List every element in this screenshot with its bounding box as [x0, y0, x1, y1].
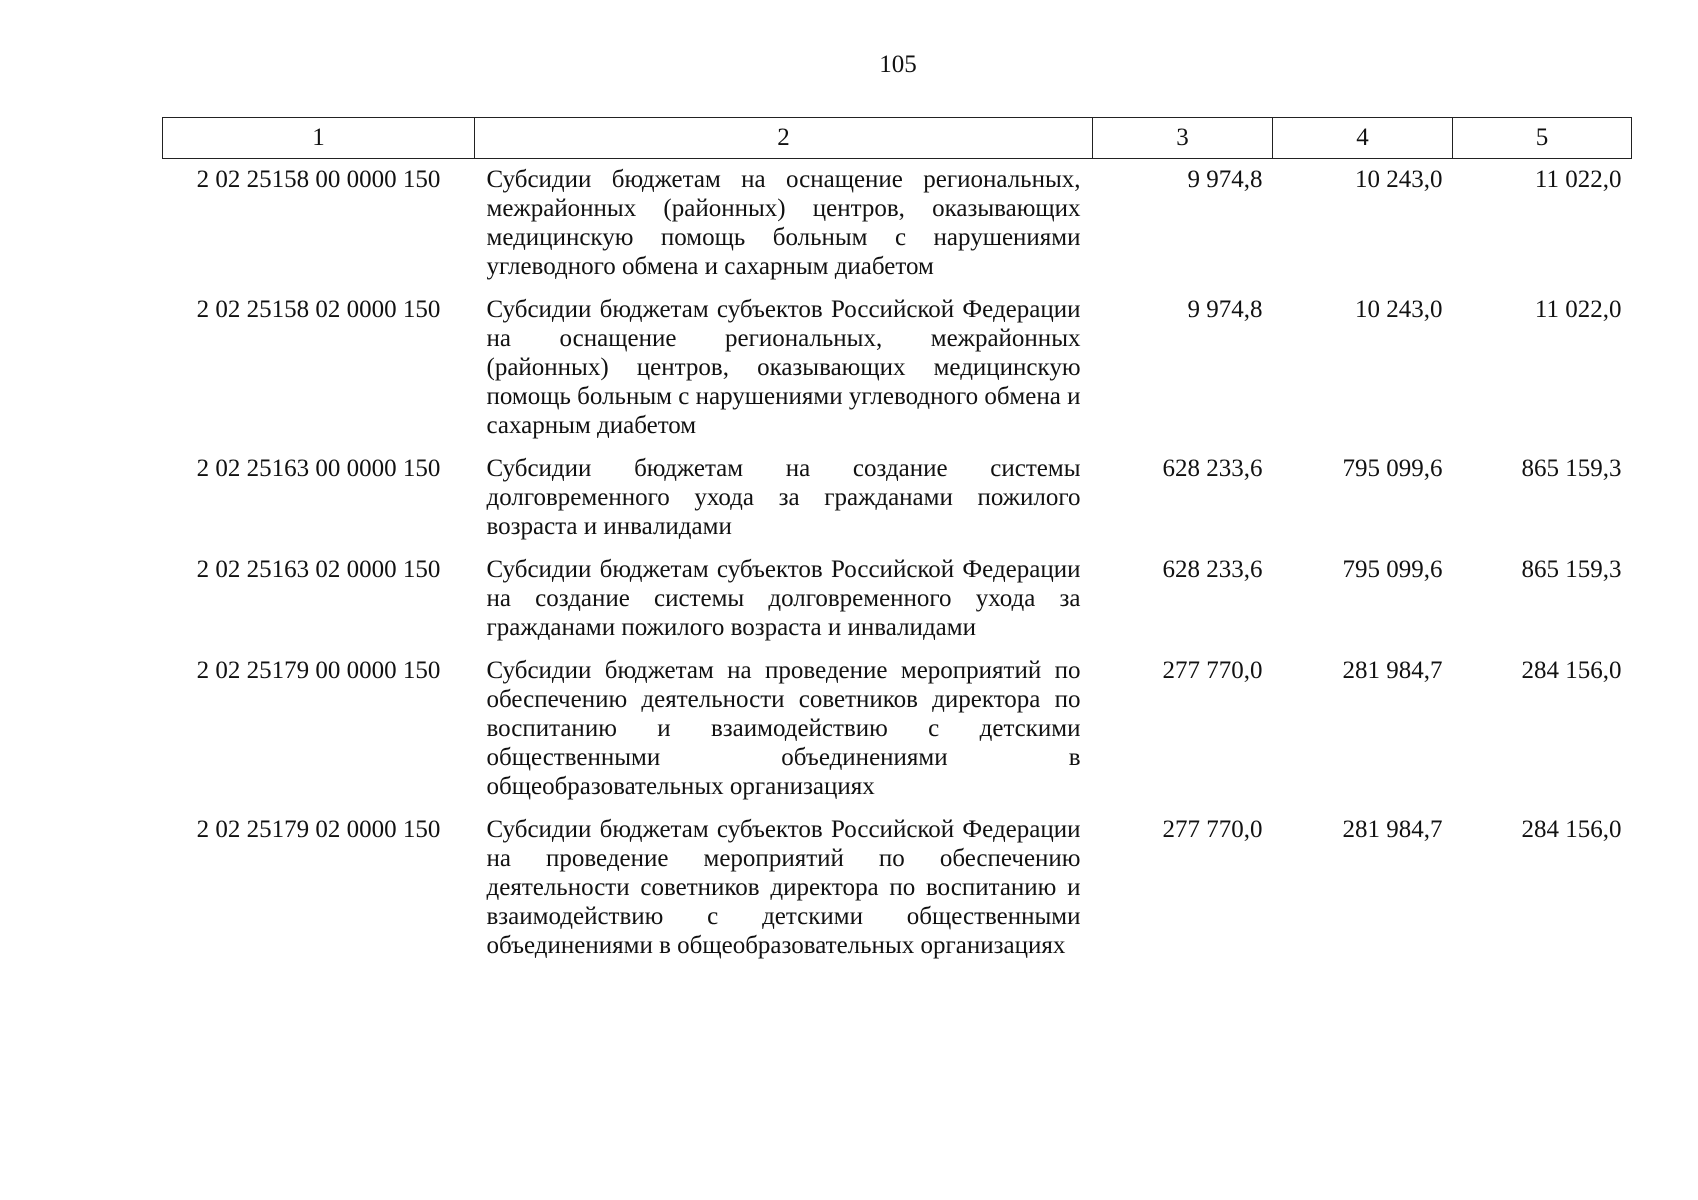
- table-header: [163, 118, 1632, 159]
- table-row: [163, 448, 1632, 549]
- row-value-col3: 628 233,6: [1162, 455, 1263, 482]
- row-value-col3: 9 974,8: [1187, 296, 1263, 323]
- row-description: Субсидии бюджетам субъектов Российской Федерации на проведение мероприятий по обеспечению деятельности советников директора по воспитанию и взаимодействию с детскими общественными объединениями в общеобразовательных организациях: [486, 816, 1081, 959]
- table-body: [163, 159, 1632, 969]
- page-number: 105: [879, 51, 917, 78]
- row-code: 2 02 25179 02 0000 150: [196, 816, 441, 843]
- header-col-5: 5: [1453, 118, 1632, 159]
- row-description: Субсидии бюджетам на оснащение региональных, межрайонных (районных) центров, оказывающих медицинскую помощь больным с нарушениями углеводного обмена и сахарным диабетом: [486, 166, 1081, 280]
- row-value-col3: 277 770,0: [1162, 816, 1263, 843]
- row-value-col4: 281 984,7: [1342, 657, 1443, 684]
- row-value-col4: 10 243,0: [1355, 296, 1443, 323]
- row-value-col5: 11 022,0: [1534, 296, 1622, 323]
- row-description: Субсидии бюджетам субъектов Российской Федерации на создание системы долговременного ухода за гражданами пожилого возраста и инвалидами: [486, 556, 1081, 641]
- budget-table: [162, 117, 1632, 968]
- header-col-3: 3: [1093, 118, 1273, 159]
- row-code: 2 02 25158 02 0000 150: [196, 296, 441, 323]
- header-row: [163, 118, 1632, 159]
- row-code: 2 02 25179 00 0000 150: [196, 657, 441, 684]
- table-row: [163, 159, 1632, 290]
- row-value-col4: 795 099,6: [1342, 556, 1443, 583]
- row-value-col5: 865 159,3: [1521, 556, 1622, 583]
- table-row: [163, 809, 1632, 968]
- row-description: Субсидии бюджетам на создание системы долговременного ухода за гражданами пожилого возраста и инвалидами: [486, 455, 1081, 540]
- row-value-col5: 284 156,0: [1521, 657, 1622, 684]
- header-col-1: 1: [163, 118, 475, 159]
- header-col-2: 2: [475, 118, 1093, 159]
- row-value-col5: 11 022,0: [1534, 166, 1622, 193]
- header-col-4: 4: [1273, 118, 1453, 159]
- row-value-col5: 865 159,3: [1521, 455, 1622, 482]
- row-code: 2 02 25163 02 0000 150: [196, 556, 441, 583]
- table-row: [163, 650, 1632, 809]
- row-value-col3: 277 770,0: [1162, 657, 1263, 684]
- row-value-col3: 628 233,6: [1162, 556, 1263, 583]
- table-row: [163, 289, 1632, 448]
- row-value-col4: 10 243,0: [1355, 166, 1443, 193]
- table-row: [163, 549, 1632, 650]
- row-description: Субсидии бюджетам субъектов Российской Федерации на оснащение региональных, межрайонных (районных) центров, оказывающих медицинскую помощь больным с нарушениями углеводного обмена и сахарным диабетом: [486, 296, 1081, 439]
- row-value-col3: 9 974,8: [1187, 166, 1263, 193]
- row-value-col5: 284 156,0: [1521, 816, 1622, 843]
- row-code: 2 02 25158 00 0000 150: [196, 166, 441, 193]
- row-code: 2 02 25163 00 0000 150: [196, 455, 441, 482]
- row-description: Субсидии бюджетам на проведение мероприятий по обеспечению деятельности советников директора по воспитанию и взаимодействию с детскими общественными объединениями в общеобразовательных организациях: [486, 657, 1081, 800]
- row-value-col4: 795 099,6: [1342, 455, 1443, 482]
- row-value-col4: 281 984,7: [1342, 816, 1443, 843]
